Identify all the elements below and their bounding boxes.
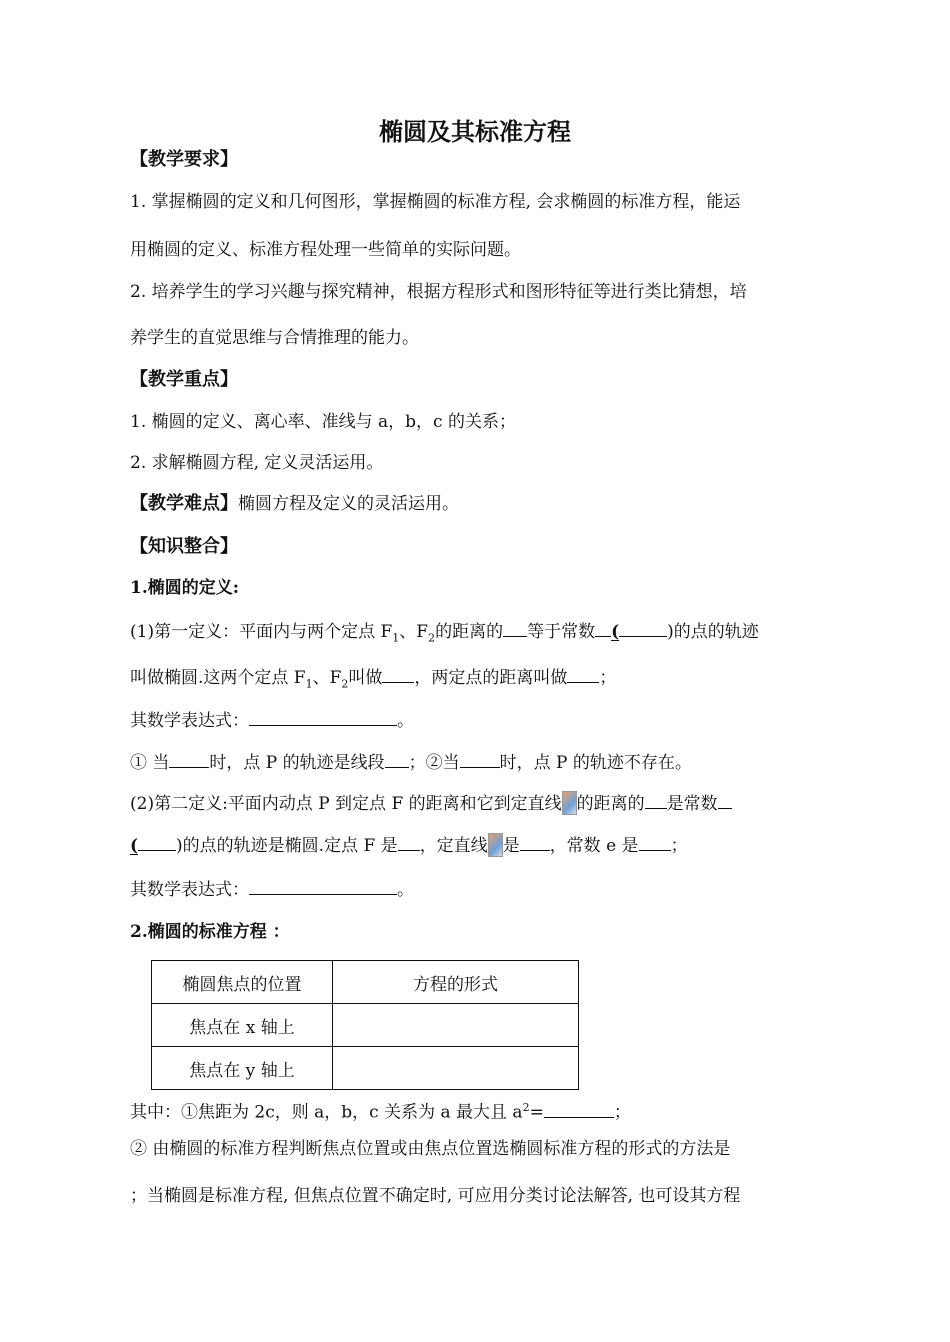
blank-field bbox=[398, 833, 420, 851]
blank-field bbox=[645, 791, 667, 809]
blank-field bbox=[503, 619, 527, 637]
blank-field bbox=[595, 619, 611, 637]
blank-field bbox=[639, 833, 671, 851]
section-heading-knowledge: 【知识整合】 bbox=[130, 536, 238, 557]
second-definition-line-2 bbox=[130, 833, 830, 858]
requirement-1-line-2: 用椭圆的定义、标准方程处理一些简单的实际问题。 bbox=[130, 240, 521, 260]
requirement-2-line-2: 养学生的直觉思维与合情推理的能力。 bbox=[130, 328, 419, 348]
table-header-cell: 椭圆焦点的位置 bbox=[152, 961, 333, 1004]
condition-line bbox=[130, 750, 830, 775]
table-cell-empty bbox=[333, 1047, 579, 1090]
table-cell: 焦点在 x 轴上 bbox=[152, 1004, 333, 1047]
blank-field bbox=[544, 1100, 614, 1118]
text: 时，点 P 的轨迹不存在。 bbox=[499, 753, 692, 773]
text: (1)第一定义：平面内与两个定点 F bbox=[130, 622, 393, 642]
note-2-line-1: ② 由椭圆的标准方程判断焦点位置或由焦点位置选椭圆标准方程的形式的方法是 bbox=[130, 1139, 731, 1159]
table-cell: 焦点在 y 轴上 bbox=[152, 1047, 333, 1090]
blank-field bbox=[619, 619, 667, 637]
section-heading-key-points: 【教学重点】 bbox=[130, 369, 238, 390]
text: 的距离的 bbox=[576, 794, 645, 814]
first-definition-line-1 bbox=[130, 619, 830, 650]
note-2-line-2: ；当椭圆是标准方程, 但焦点位置不确定时, 可应用分类讨论法解答, 也可设其方程 bbox=[130, 1186, 741, 1206]
first-definition-line-2 bbox=[130, 665, 830, 696]
text: 其中：①焦距为 2c，则 a，b，c 关系为 a 最大且 a bbox=[130, 1102, 523, 1123]
table-header-row bbox=[152, 961, 579, 1004]
requirement-2-line-1: 2. 培养学生的学习兴趣与探究精神，根据方程形式和图形特征等进行类比猜想，培 bbox=[130, 282, 747, 302]
directrix-image-icon bbox=[562, 791, 577, 815]
blank-field bbox=[567, 665, 599, 683]
text: ； bbox=[670, 836, 688, 856]
blank-field bbox=[249, 708, 397, 726]
text: = bbox=[529, 1102, 544, 1123]
text: 时，点 P 的轨迹是线段 bbox=[209, 753, 385, 773]
blank-field bbox=[460, 750, 500, 768]
text: ( bbox=[130, 836, 139, 856]
text: )的点的轨迹 bbox=[667, 622, 759, 642]
text: ； bbox=[613, 1102, 631, 1123]
text: ① 当 bbox=[130, 753, 170, 773]
text: ，定直线 bbox=[419, 836, 488, 856]
text: 其数学表达式： bbox=[130, 880, 249, 900]
text: )的点的轨迹是椭圆.定点 F 是 bbox=[176, 836, 398, 856]
first-definition-expression bbox=[130, 708, 830, 733]
blank-field bbox=[382, 665, 414, 683]
difficulty-text: 椭圆方程及定义的灵活运用。 bbox=[238, 494, 459, 514]
subscript: 2 bbox=[428, 631, 436, 645]
text: 。 bbox=[397, 880, 414, 900]
note-1 bbox=[130, 1096, 830, 1125]
second-definition-line-1 bbox=[130, 791, 830, 816]
key-point-1: 1. 椭圆的定义、离心率、准线与 a，b，c 的关系； bbox=[130, 412, 516, 432]
second-definition-expression bbox=[130, 877, 830, 902]
text: ( bbox=[611, 622, 620, 642]
text: ；②当 bbox=[408, 753, 460, 773]
subscript: 2 bbox=[341, 677, 349, 691]
text: 其数学表达式： bbox=[130, 711, 249, 731]
text: (2)第二定义:平面内动点 P 到定点 F 的距离和它到定直线 bbox=[130, 794, 562, 814]
table-row bbox=[152, 1047, 579, 1090]
blank-field bbox=[169, 750, 209, 768]
equation-form-table bbox=[151, 960, 579, 1090]
requirement-1-line-1: 1. 掌握椭圆的定义和几何图形，掌握椭圆的标准方程, 会求椭圆的标准方程，能运 bbox=[130, 192, 741, 212]
text: 、F bbox=[312, 668, 342, 688]
text: 、F bbox=[399, 622, 429, 642]
subsection-definition: 1.椭圆的定义: bbox=[130, 578, 240, 598]
blank-field bbox=[520, 833, 550, 851]
text: 叫做椭圆.这两个定点 F bbox=[130, 668, 306, 688]
blank-field bbox=[249, 877, 397, 895]
blank-field bbox=[138, 833, 176, 851]
subscript: 1 bbox=[392, 631, 400, 645]
text: 叫做 bbox=[348, 668, 383, 688]
blank-field bbox=[385, 750, 409, 768]
superscript: 2 bbox=[522, 1101, 530, 1114]
text: 是 bbox=[502, 836, 520, 856]
subsection-standard-equation: 2.椭圆的标准方程 ： bbox=[130, 922, 290, 942]
text: 是常数 bbox=[666, 794, 718, 814]
key-point-2: 2. 求解椭圆方程, 定义灵活运用。 bbox=[130, 453, 384, 473]
page-title: 椭圆及其标准方程 bbox=[379, 117, 571, 146]
difficulty-line bbox=[130, 492, 830, 516]
table-row bbox=[152, 1004, 579, 1047]
table-header-cell: 方程的形式 bbox=[333, 961, 579, 1004]
subscript: 1 bbox=[305, 677, 313, 691]
blank-field bbox=[718, 791, 732, 809]
text: 。 bbox=[397, 711, 414, 731]
text: 的距离的 bbox=[435, 622, 504, 642]
text: ； bbox=[599, 668, 617, 688]
text: ，常数 e 是 bbox=[549, 836, 639, 856]
directrix-image-icon bbox=[488, 833, 503, 857]
section-heading-difficulty: 【教学难点】 bbox=[130, 493, 238, 514]
section-heading-requirements: 【教学要求】 bbox=[130, 149, 238, 170]
text: ，两定点的距离叫做 bbox=[414, 668, 568, 688]
text: 等于常数 bbox=[527, 622, 596, 642]
table-cell-empty bbox=[333, 1004, 579, 1047]
